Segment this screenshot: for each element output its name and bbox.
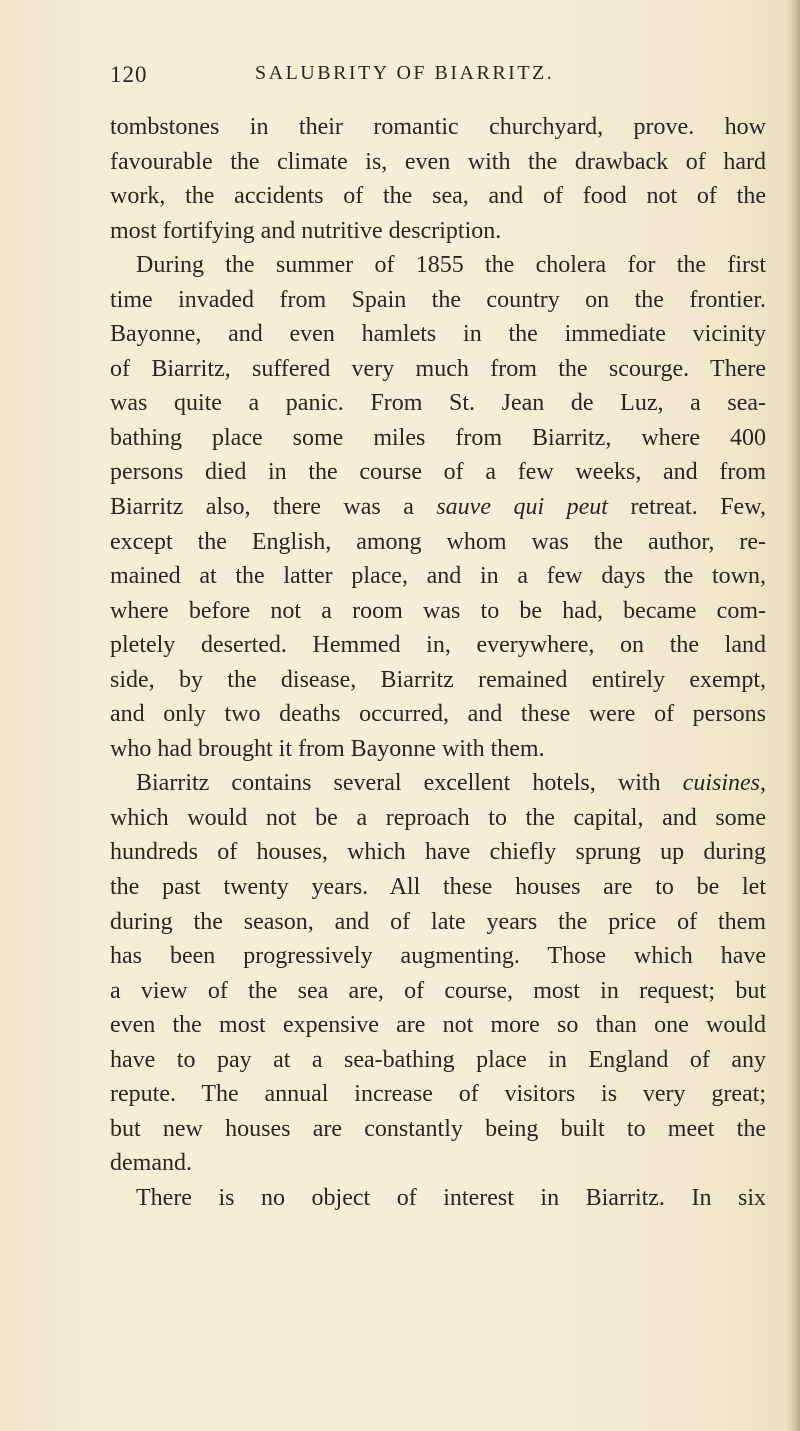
page-header	[0, 62, 800, 96]
text-line: who had brought it from Bayonne with them.	[110, 735, 545, 762]
text-line: which would not be a reproach to the capital, and some	[110, 804, 766, 831]
text-line: a view of the sea are, of course, most in request; but	[110, 977, 766, 1004]
text-line: work, the accidents of the sea, and of food not of the	[110, 183, 766, 210]
text-line: was quite a panic. From St. Jean de Luz, a sea-	[110, 390, 766, 417]
text-line: and only two deaths occurred, and these were of persons	[110, 701, 766, 728]
text-line: There is no object of interest in Biarritz. In six	[136, 1184, 766, 1211]
text-line: Bayonne, and even hamlets in the immediate vicinity	[110, 321, 766, 348]
italic-phrase: cuisines	[682, 770, 760, 797]
text-line: except the English, among whom was the author, re-	[110, 528, 766, 555]
text-line: persons died in the course of a few weeks, and from	[110, 459, 766, 486]
text-line	[110, 766, 766, 801]
text-line: most fortifying and nutritive description.	[110, 217, 502, 244]
text-line: where before not a room was to be had, became com-	[110, 597, 766, 624]
text-line: During the summer of 1855 the cholera for the first	[136, 252, 766, 279]
text-line: demand.	[110, 1150, 192, 1177]
text-line: during the season, and of late years the price of them	[110, 908, 766, 935]
text-segment: ,	[760, 770, 766, 797]
text-line: hundreds of houses, which have chiefly sprung up during	[110, 839, 766, 866]
text-line: mained at the latter place, and in a few days the town,	[110, 563, 766, 590]
text-line: of Biarritz, suffered very much from the scourge. There	[110, 355, 766, 382]
italic-phrase: sauve qui peut	[436, 494, 608, 521]
text-line: bathing place some miles from Biarritz, where 400	[110, 424, 766, 451]
text-line: has been progressively augmenting. Those which have	[110, 943, 766, 970]
text-line: time invaded from Spain the country on the frontier.	[110, 286, 766, 313]
page-edge-shadow	[786, 0, 800, 1431]
text-segment: Biarritz contains several excellent hotels, with	[136, 770, 683, 797]
text-line: but new houses are constantly being built to meet the	[110, 1115, 766, 1142]
text-line: have to pay at a sea-bathing place in England of any	[110, 1046, 766, 1073]
text-line: pletely deserted. Hemmed in, everywhere, on the land	[110, 632, 766, 659]
text-segment: Biarritz also, there was a	[110, 494, 437, 521]
page-number: 120	[110, 62, 148, 87]
text-line: tombstones in their romantic churchyard, prove. how	[110, 114, 766, 140]
text-line: even the most expensive are not more so than one would	[110, 1012, 766, 1039]
text-segment: retreat. Few,	[607, 494, 766, 521]
text-line: repute. The annual increase of visitors is very great;	[110, 1081, 766, 1108]
text-line: favourable the climate is, even with the drawback of hard	[110, 148, 766, 175]
text-line: side, by the disease, Biarritz remained entirely exempt,	[110, 666, 766, 693]
body-text	[110, 110, 766, 1216]
text-line: the past twenty years. All these houses are to be let	[110, 874, 766, 901]
text-line	[110, 490, 766, 525]
running-head: SALUBRITY OF BIARRITZ.	[255, 62, 555, 84]
